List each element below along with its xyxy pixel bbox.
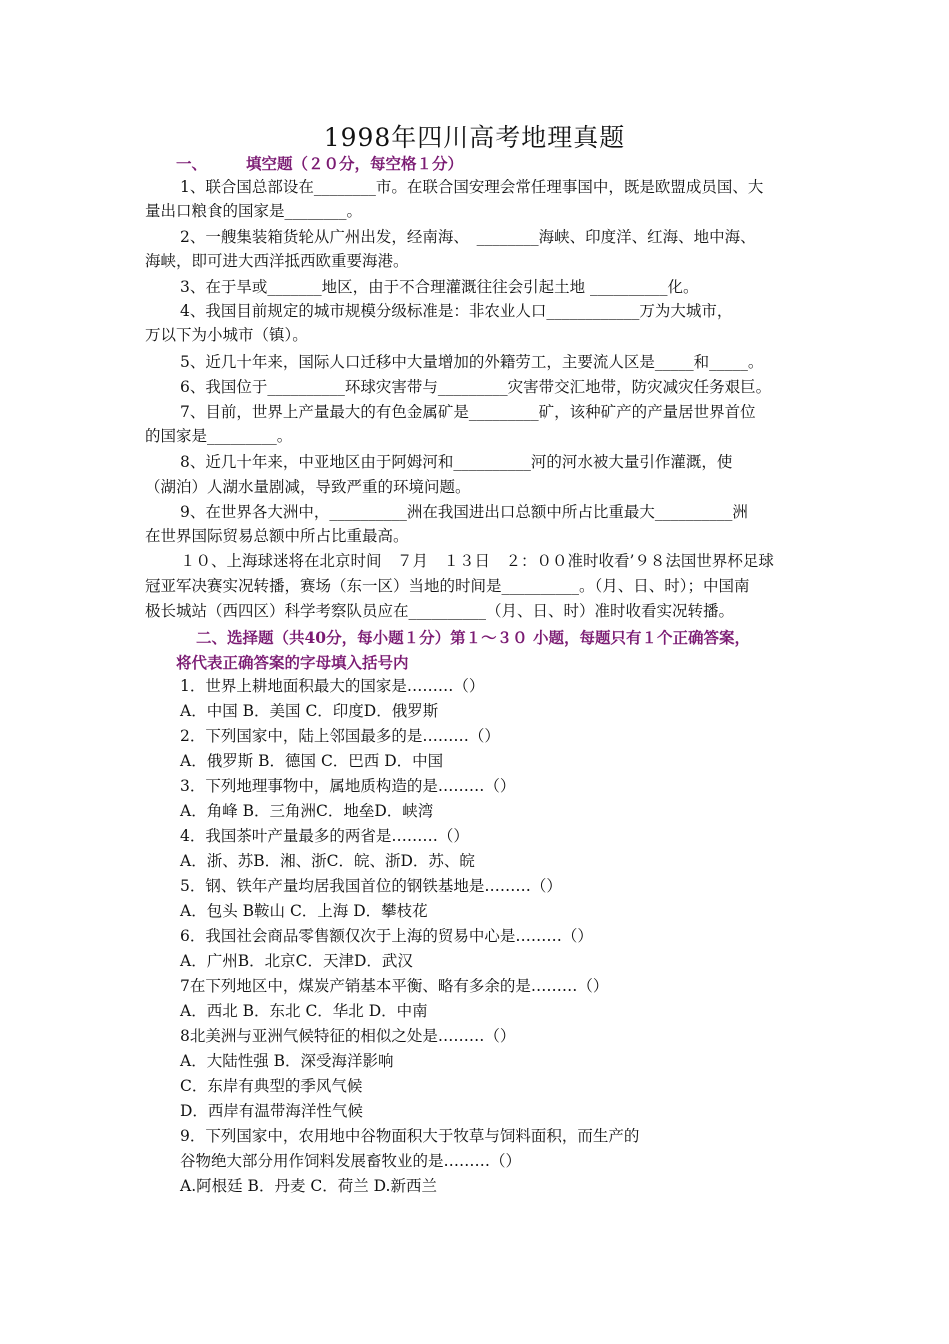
choice-question-4: 4．我国茶叶产量最多的两省是………（）	[180, 827, 469, 845]
fill-question-7-line-1: 7、目前，世界上产量最大的有色金属矿是_________矿，该种矿产的产量居世界首位	[180, 403, 756, 421]
choice-options-5: A．包头 B鞍山 C．上海 D．攀枝花	[180, 902, 428, 920]
choice-options-8-a-b: A．大陆性强 B．深受海洋影响	[180, 1052, 394, 1070]
choice-question-8: 8北美洲与亚洲气候特征的相似之处是………（）	[180, 1027, 516, 1045]
section-2-heading-line-1: 二、选择题（共40分，每小题１分）第１～３０ 小题，每题只有１个正确答案，	[196, 628, 750, 647]
choice-question-9-line-1: 9．下列国家中，农用地中谷物面积大于牧草与饲料面积，而生产的	[180, 1127, 640, 1145]
fill-question-2-line-2: 海峡，即可进大西洋抵西欧重要海港。	[145, 252, 409, 270]
fill-question-3: 3、在于旱或_______地区，由于不合理灌溉往往会引起土地 __________化。	[180, 278, 699, 296]
fill-question-9-line-2: 在世界国际贸易总额中所占比重最高。	[145, 527, 409, 545]
fill-question-4-line-1: 4、我国目前规定的城市规模分级标准是：非农业人口____________万为大城市，	[180, 302, 733, 320]
fill-question-7-line-2: 的国家是_________。	[145, 427, 293, 445]
fill-question-4-line-2: 万以下为小城市（镇）。	[145, 326, 308, 344]
fill-question-5: 5、近几十年来，国际人口迁移中大量增加的外籍劳工，主要流人区是_____和_____。	[180, 353, 764, 371]
choice-question-1: 1．世界上耕地面积最大的国家是………（）	[180, 677, 485, 695]
choice-question-5: 5．钢、铁年产量均居我国首位的钢铁基地是………（）	[180, 877, 562, 895]
choice-options-8-d: D．西岸有温带海洋性气候	[180, 1102, 363, 1120]
fill-question-1-line-1: 1、联合国总部设在________市。在联合国安理会常任理事国中，既是欧盟成员国、大	[180, 178, 764, 196]
choice-options-1: A．中国 B．美国 C．印度D．俄罗斯	[180, 702, 439, 720]
fill-question-10-line-1: １０、上海球迷将在北京时间 ７月 １３日 ２：００准时收看’９８法国世界杯足球	[180, 552, 774, 570]
section-1-number: 一、	[176, 154, 208, 173]
choice-options-3: A．角峰 B．三角洲C．地垒D．峡湾	[180, 802, 434, 820]
page-title: 1998年四川高考地理真题	[323, 123, 626, 152]
choice-question-7: 7在下列地区中，煤炭产销基本平衡、略有多余的是………（）	[180, 977, 609, 995]
fill-question-2-line-1: 2、一艘集装箱货轮从广州出发，经南海、 ________海峡、印度洋、红海、地中海、	[180, 228, 756, 246]
choice-question-6: 6．我国社会商品零售额仅次于上海的贸易中心是………（）	[180, 927, 593, 945]
fill-question-10-line-3: 极长城站（西四区）科学考察队员应在__________（月、日、时）准时收看实况转播。	[145, 602, 735, 620]
choice-options-9: A.阿根廷 B．丹麦 C．荷兰 D.新西兰	[180, 1177, 437, 1195]
fill-question-10-line-2: 冠亚军决赛实况转播，赛场（东一区）当地的时间是__________。（月、日、时）；中国南	[145, 577, 750, 595]
choice-question-2: 2．下列国家中，陆上邻国最多的是………（）	[180, 727, 500, 745]
choice-options-4: A．浙、苏B．湘、浙C．皖、浙D．苏、皖	[180, 852, 475, 870]
choice-options-6: A．广州B．北京C．天津D．武汉	[180, 952, 413, 970]
fill-question-1-line-2: 量出口粮食的国家是________。	[145, 202, 363, 220]
fill-question-8-line-2: （湖泊）人湖水量剧减，导致严重的环境问题。	[145, 478, 471, 496]
fill-question-9-line-1: 9、在世界各大洲中，__________洲在我国进出口总额中所占比重最大__________洲	[180, 503, 748, 521]
choice-options-8-c: C．东岸有典型的季风气候	[180, 1077, 363, 1095]
choice-options-7: A．西北 B．东北 C．华北 D．中南	[180, 1002, 428, 1020]
choice-question-3: 3．下列地理事物中，属地质构造的是………（）	[180, 777, 516, 795]
fill-question-6: 6、我国位于__________环球灾害带与_________灾害带交汇地带，防灾减灾任务艰巨。	[180, 378, 772, 396]
fill-question-8-line-1: 8、近几十年来，中亚地区由于阿姆河和__________河的河水被大量引作灌溉，使	[180, 453, 733, 471]
choice-question-9-line-2: 谷物绝大部分用作饲料发展畜牧业的是………（）	[180, 1152, 522, 1170]
section-1-heading: 填空题（２０分，每空格１分）	[246, 154, 464, 173]
choice-options-2: A．俄罗斯 B．德国 C．巴西 D．中国	[180, 752, 444, 770]
section-2-heading-line-2: 将代表正确答案的字母填入括号内	[176, 653, 409, 672]
